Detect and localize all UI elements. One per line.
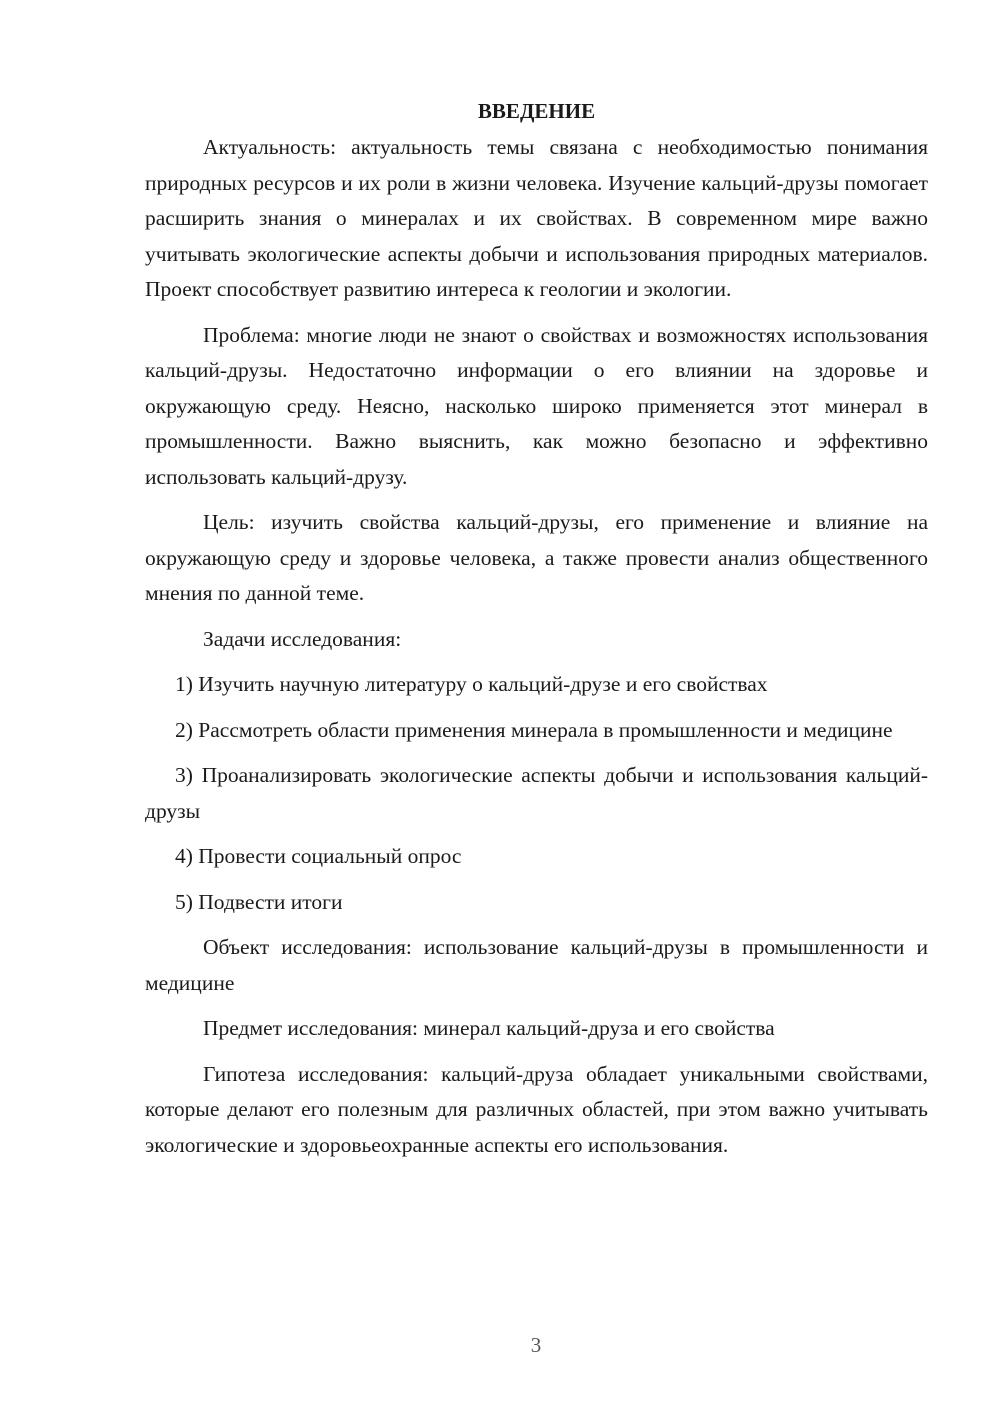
task-item-5: 5) Подвести итоги [175, 889, 343, 914]
tasks-heading: Задачи исследования: [203, 626, 402, 651]
problem-paragraph: Проблема: многие люди не знают о свойствах и возможностях использования кальций-друзы. Недостаточно информации о его влиянии на здоровье и окружающую среду. Неясно, насколько широко применяется этот минерал в промышленности. Важно выяснить, как можно безопасно и эффективно использовать кальций-друзу. [145, 322, 928, 489]
page-title: ВВЕДЕНИЕ [477, 99, 596, 123]
relevance-paragraph: Актуальность: актуальность темы связана с необходимостью понимания природных ресурсов и их роли в жизни человека. Изучение кальций-друзы помогает расширить знания о минералах и их свойствах. В современном мире важно учитывать экологические аспекты добычи и использования природных материалов. Проект способствует развитию интереса к геологии и экологии. [145, 135, 928, 301]
task-item-4: 4) Провести социальный опрос [175, 844, 462, 868]
task-item-3: 3) Проанализировать экологические аспекты добычи и использования кальций-друзы [145, 763, 928, 823]
goal-paragraph: Цель: изучить свойства кальций-друзы, его применение и влияние на окружающую среду и здоровье человека, а также провести анализ общественного мнения по данной теме. [145, 510, 928, 605]
task-item-2: 2) Рассмотреть области применения минерала в промышленности и медицине [175, 717, 893, 742]
hypothesis-paragraph: Гипотеза исследования: кальций-друза обладает уникальными свойствами, которые делают его полезным для различных областей, при этом важно учитывать экологические и здоровьеохранные аспекты его использования. [145, 1061, 928, 1157]
task-item-1: 1) Изучить научную литературу о кальций-друзе и его свойствах [175, 672, 768, 696]
page-number: 3 [530, 1333, 542, 1357]
subject-paragraph: Предмет исследования: минерал кальций-друза и его свойства [203, 1016, 775, 1040]
document-page [145, 96, 928, 1173]
object-paragraph: Объект исследования: использование кальций-друзы в промышленности и медицине [145, 935, 928, 995]
